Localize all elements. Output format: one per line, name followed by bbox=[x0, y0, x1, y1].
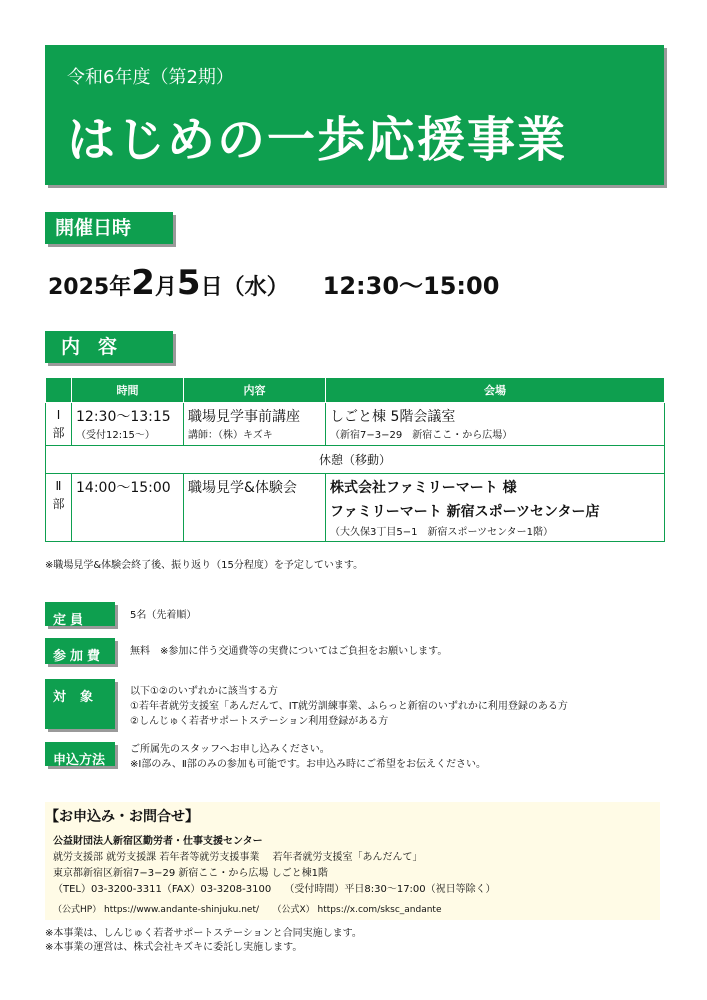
header-time: 時間 bbox=[72, 378, 184, 403]
label-target bbox=[45, 679, 115, 729]
table-row-part2 bbox=[46, 474, 665, 542]
event-day: 5 bbox=[176, 263, 201, 303]
part1-venue-note: （新宿7−3−29 新宿ここ・から広場） bbox=[330, 430, 513, 441]
label-capacity-text: 定員 bbox=[53, 613, 88, 628]
header-venue: 会場 bbox=[326, 378, 665, 403]
part2-venue-note: （大久保3丁目5−1 新宿スポーツセンター1階） bbox=[330, 527, 554, 538]
event-year: 2025年 bbox=[48, 275, 132, 300]
table-header-row bbox=[46, 378, 665, 403]
fee-text: 無料 ※参加に伴う交通費等の実費についてはご負担をお願いします。 bbox=[130, 646, 448, 657]
event-time: 12:30〜15:00 bbox=[322, 272, 500, 300]
part1-venue-cell bbox=[326, 403, 665, 446]
contact-address: 東京都新宿区新宿7−3−29 新宿ここ・から広場 しごと棟1階 bbox=[53, 868, 328, 879]
part2-venue-line1: 株式会社ファミリーマート 様 bbox=[330, 480, 517, 496]
target-line1: 以下①②のいずれかに該当する方 bbox=[130, 686, 278, 697]
reflection-note: ※職場見学&体験会終了後、振り返り（15分程度）を予定しています。 bbox=[45, 560, 364, 571]
label-fee bbox=[45, 638, 115, 664]
contact-org: 公益財団法人新宿区勤労者・仕事支援センター bbox=[53, 836, 263, 847]
contact-heading: 【お申込み・お問合せ】 bbox=[45, 809, 199, 825]
contact-box bbox=[45, 802, 660, 920]
break-cell: 休憩（移動） bbox=[46, 446, 665, 474]
target-line3: ②しんじゅく若者サポートステーション利用登録がある方 bbox=[130, 716, 389, 727]
table-row-part1 bbox=[46, 403, 665, 446]
part1-content-cell bbox=[184, 403, 326, 446]
schedule-table bbox=[45, 377, 665, 542]
title-banner bbox=[45, 45, 664, 185]
label-target-text: 対象 bbox=[53, 690, 108, 705]
part1-label: Ⅰ 部 bbox=[46, 403, 72, 446]
target-text bbox=[130, 684, 568, 729]
part2-venue-line2: ファミリーマート 新宿スポーツセンター店 bbox=[330, 504, 600, 520]
part1-time-note: （受付12:15〜） bbox=[76, 430, 155, 441]
part1-time: 12:30〜13:15 bbox=[76, 409, 171, 425]
part1-venue: しごと棟 5階会議室 bbox=[330, 409, 456, 425]
header-blank bbox=[46, 378, 72, 403]
footnote-1: ※本事業は、しんじゅく若者サポートステーションと合同実施します。 bbox=[45, 928, 362, 939]
label-capacity bbox=[45, 602, 115, 626]
table-row-break bbox=[46, 446, 665, 474]
part2-venue-cell bbox=[326, 474, 665, 542]
part2-content-cell bbox=[184, 474, 326, 542]
capacity-text: 5名（先着順） bbox=[130, 610, 197, 621]
event-month: 2 bbox=[131, 263, 155, 303]
event-weekday: （水） bbox=[222, 275, 289, 300]
contact-dept: 就労支援部 就労支援課 若年者等就労支援事業 若年者就労支援室「あんだんて」 bbox=[53, 852, 423, 863]
header-content: 内容 bbox=[184, 378, 326, 403]
target-line2: ①若年者就労支援室「あんだんて、IT就労訓練事業、ふらっと新宿のいずれかに利用登録のある方 bbox=[130, 701, 568, 712]
part2-time: 14:00〜15:00 bbox=[76, 480, 171, 496]
part1-content: 職場見学事前講座 bbox=[188, 409, 300, 425]
footnotes bbox=[45, 927, 362, 955]
label-apply bbox=[45, 742, 115, 766]
subtitle: 令和6年度（第2期） bbox=[67, 67, 234, 88]
part2-time-cell bbox=[72, 474, 184, 542]
section-label-content: 内容 bbox=[45, 331, 173, 363]
apply-line2: ※Ⅰ部のみ、Ⅱ部のみの参加も可能です。お申込み時にご希望をお伝えください。 bbox=[130, 759, 487, 770]
event-month-suffix: 月 bbox=[154, 275, 177, 300]
label-apply-text: 申込方法 bbox=[53, 753, 106, 768]
contact-phone: （TEL）03-3200-3311（FAX）03-3208-3100 （受付時間）平日8:30〜17:00（祝日等除く） bbox=[53, 884, 496, 895]
page-title: はじめの一歩応援事業 bbox=[67, 112, 568, 168]
footnote-2: ※本事業の運営は、株式会社キズキに委託し実施します。 bbox=[45, 942, 303, 953]
part2-label: Ⅱ 部 bbox=[46, 474, 72, 542]
part1-time-cell bbox=[72, 403, 184, 446]
part1-content-note: 講師：（株）キズキ bbox=[188, 430, 273, 441]
apply-text bbox=[130, 742, 486, 772]
apply-line1: ご所属先のスタッフへお申し込みください。 bbox=[130, 744, 330, 755]
contact-web[interactable]: （公式HP） https://www.andante-shinjuku.net/ （公式X） https://x.com/sksc_andante bbox=[53, 905, 442, 915]
event-day-suffix: 日 bbox=[200, 275, 223, 300]
label-fee-text: 参加費 bbox=[53, 649, 105, 664]
event-datetime bbox=[48, 263, 499, 303]
part2-content: 職場見学&体験会 bbox=[188, 480, 297, 496]
section-label-datetime: 開催日時 bbox=[45, 212, 173, 244]
